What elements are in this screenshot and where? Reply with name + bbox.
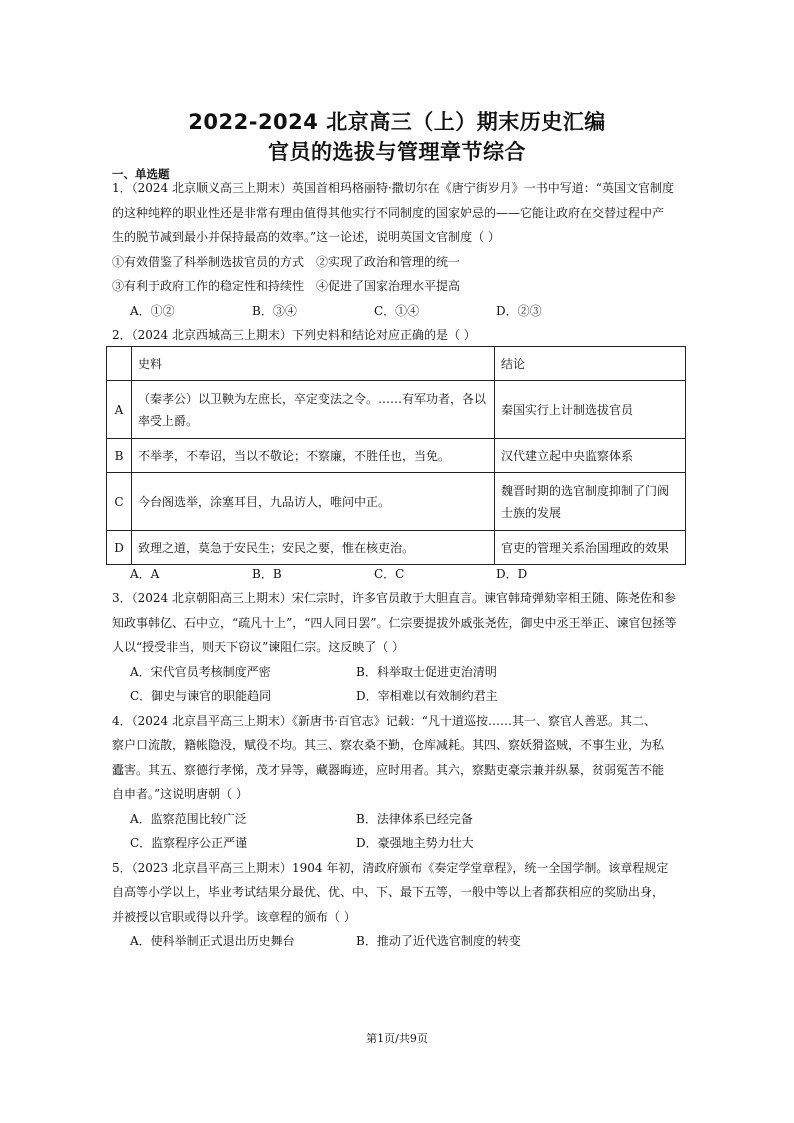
q2-stem: 2．（2024 北京西城高三上期末）下列史料和结论对应正确的是（ ） [112, 328, 476, 342]
row-label: C [107, 473, 132, 531]
table-header-cell: 结论 [495, 347, 686, 381]
q5-line: 5．（2023 北京昌平高三上期末）1904 年初，清政府颁布《奏定学堂章程》，统一全国学制。该章程规定 [112, 860, 669, 875]
q3-options [112, 684, 690, 709]
q4-line: 蠹害。其五、察德行孝悌，茂才异等，藏器晦迹，应时用者。其六，察黠吏豪宗兼并纵暴，贫弱冤苦不能 [112, 762, 665, 777]
q1-line: 的这种纯粹的职业性还是非常有理由值得其他实行不同制度的国家妒忌的——它能让政府在交替过程中产 [112, 205, 665, 220]
option-b: B．推动了近代选官制度的转变 [356, 934, 521, 948]
option-c: C．①④ [374, 303, 420, 318]
q4-line: 自申者。”这说明唐朝（ ） [112, 787, 248, 801]
q2-table [106, 346, 686, 565]
q3-options [112, 660, 690, 685]
q4-line: 察户口流散，籍帐隐没，赋役不均。其三、察农桑不勤，仓库减耗。其四、察妖猾盗贼，不事生业，为私 [112, 738, 665, 752]
row-label: B [107, 439, 132, 473]
q1-item: ③有利于政府工作的稳定性和持续性 ④促进了国家治理水平提高 [112, 279, 461, 293]
question-1 [112, 176, 690, 348]
table-row [107, 439, 686, 473]
q4-options [112, 831, 690, 856]
q3-line: 人以“授受非当，则天下窃议”谏阻仁宗。这反映了（ ） [112, 640, 405, 654]
row-label: A [107, 381, 132, 439]
option-a: A．①② [130, 303, 175, 318]
table-row [107, 531, 686, 565]
conclusion-cell: 官吏的管理关系治国理政的效果 [495, 531, 686, 565]
option-b: B．科举取士促进吏治清明 [356, 664, 497, 679]
table-header-cell: 史料 [132, 347, 495, 381]
q2-options [112, 562, 690, 587]
option-b: B．B [252, 567, 282, 581]
doc-subtitle: 官员的选拔与管理章节综合 [268, 140, 526, 164]
conclusion-cell: 秦国实行上计制选拔官员 [495, 381, 686, 439]
q2-table-wrap [106, 346, 686, 565]
conclusion-cell: 汉代建立起中央监察体系 [495, 439, 686, 473]
option-d: D．D [496, 567, 528, 581]
doc-title: 2022-2024 北京高三（上）期末历史汇编 [188, 110, 606, 134]
option-a: A．宋代官员考核制度严密 [130, 664, 271, 679]
question-3 [112, 586, 690, 954]
source-cell: 不举孝，不奉诏，当以不敬论；不察廉，不胜任也，当免。 [132, 439, 495, 473]
table-header-row [107, 347, 686, 381]
q1-line: 1．（2024 北京顺义高三上期末）英国首相玛格丽特·撒切尔在《唐宁街岁月》一书中写道：“英国文官制度 [112, 181, 674, 195]
option-b: B．法律体系已经完备 [356, 811, 473, 826]
q3-line: 知政事韩亿、石中立，“疏凡十上”，“四人同日罢”。仁宗要提拔外戚张尧佐，御史中丞王举正、谏官包拯等 [112, 615, 677, 630]
source-cell: 今台阁选举，涂塞耳目，九品访人，唯问中正。 [132, 473, 495, 531]
q1-options [112, 299, 690, 324]
table-row [107, 473, 686, 531]
option-d: D．豪强地主势力壮大 [356, 836, 474, 850]
option-d: D．宰相难以有效制约君主 [356, 689, 498, 703]
source-cell: （秦孝公）以卫鞅为左庶长，卒定变法之令。……有军功者，各以率受上爵。 [132, 381, 495, 439]
row-label: D [107, 531, 132, 565]
option-a: A．A [130, 567, 160, 581]
q1-item: ①有效借鉴了科举制选拔官员的方式 ②实现了政治和管理的统一 [112, 254, 461, 269]
option-c: C．C [374, 567, 405, 581]
q4-options [112, 807, 690, 832]
q5-line: 自高等小学以上，毕业考试结果分最优、优、中、下、最下五等，一般中等以上者都获相应的奖励出身， [112, 885, 665, 899]
section-heading: 一、单选题 [112, 167, 170, 181]
table-row [107, 381, 686, 439]
table-header-cell [107, 347, 132, 381]
q4-line: 4．（2024 北京昌平高三上期末）《新唐书·百官志》记载：“凡十道巡按……其一、察官人善恶。其二、 [112, 713, 656, 728]
option-a: A．监察范围比较广泛 [130, 811, 247, 826]
option-a: A．使科举制正式退出历史舞台 [130, 934, 295, 948]
source-cell: 致理之道，莫急于安民生；安民之要，惟在核吏治。 [132, 531, 495, 565]
q1-line: 生的脱节减到最小并保持最高的效率。”这一论述，说明英国文官制度（ ） [112, 230, 500, 244]
q5-line: 并被授以官职或得以升学。该章程的颁布（ ） [112, 909, 356, 924]
option-c: C．监察程序公正严谨 [130, 836, 248, 850]
q2-options-wrap [112, 562, 690, 587]
option-c: C．御史与谏官的职能趋同 [130, 689, 272, 703]
option-b: B．③④ [252, 303, 297, 318]
q5-options [112, 929, 690, 954]
option-d: D．②③ [496, 303, 542, 318]
q3-line: 3．（2024 北京朝阳高三上期末）宋仁宗时，许多官员敢于大胆直言。谏官韩琦弹劾宰相王随、陈尧佐和参 [112, 591, 676, 605]
conclusion-cell: 魏晋时期的选官制度抑制了门阀士族的发展 [495, 473, 686, 531]
page-footer: 第1页/共9页 [366, 1032, 428, 1045]
